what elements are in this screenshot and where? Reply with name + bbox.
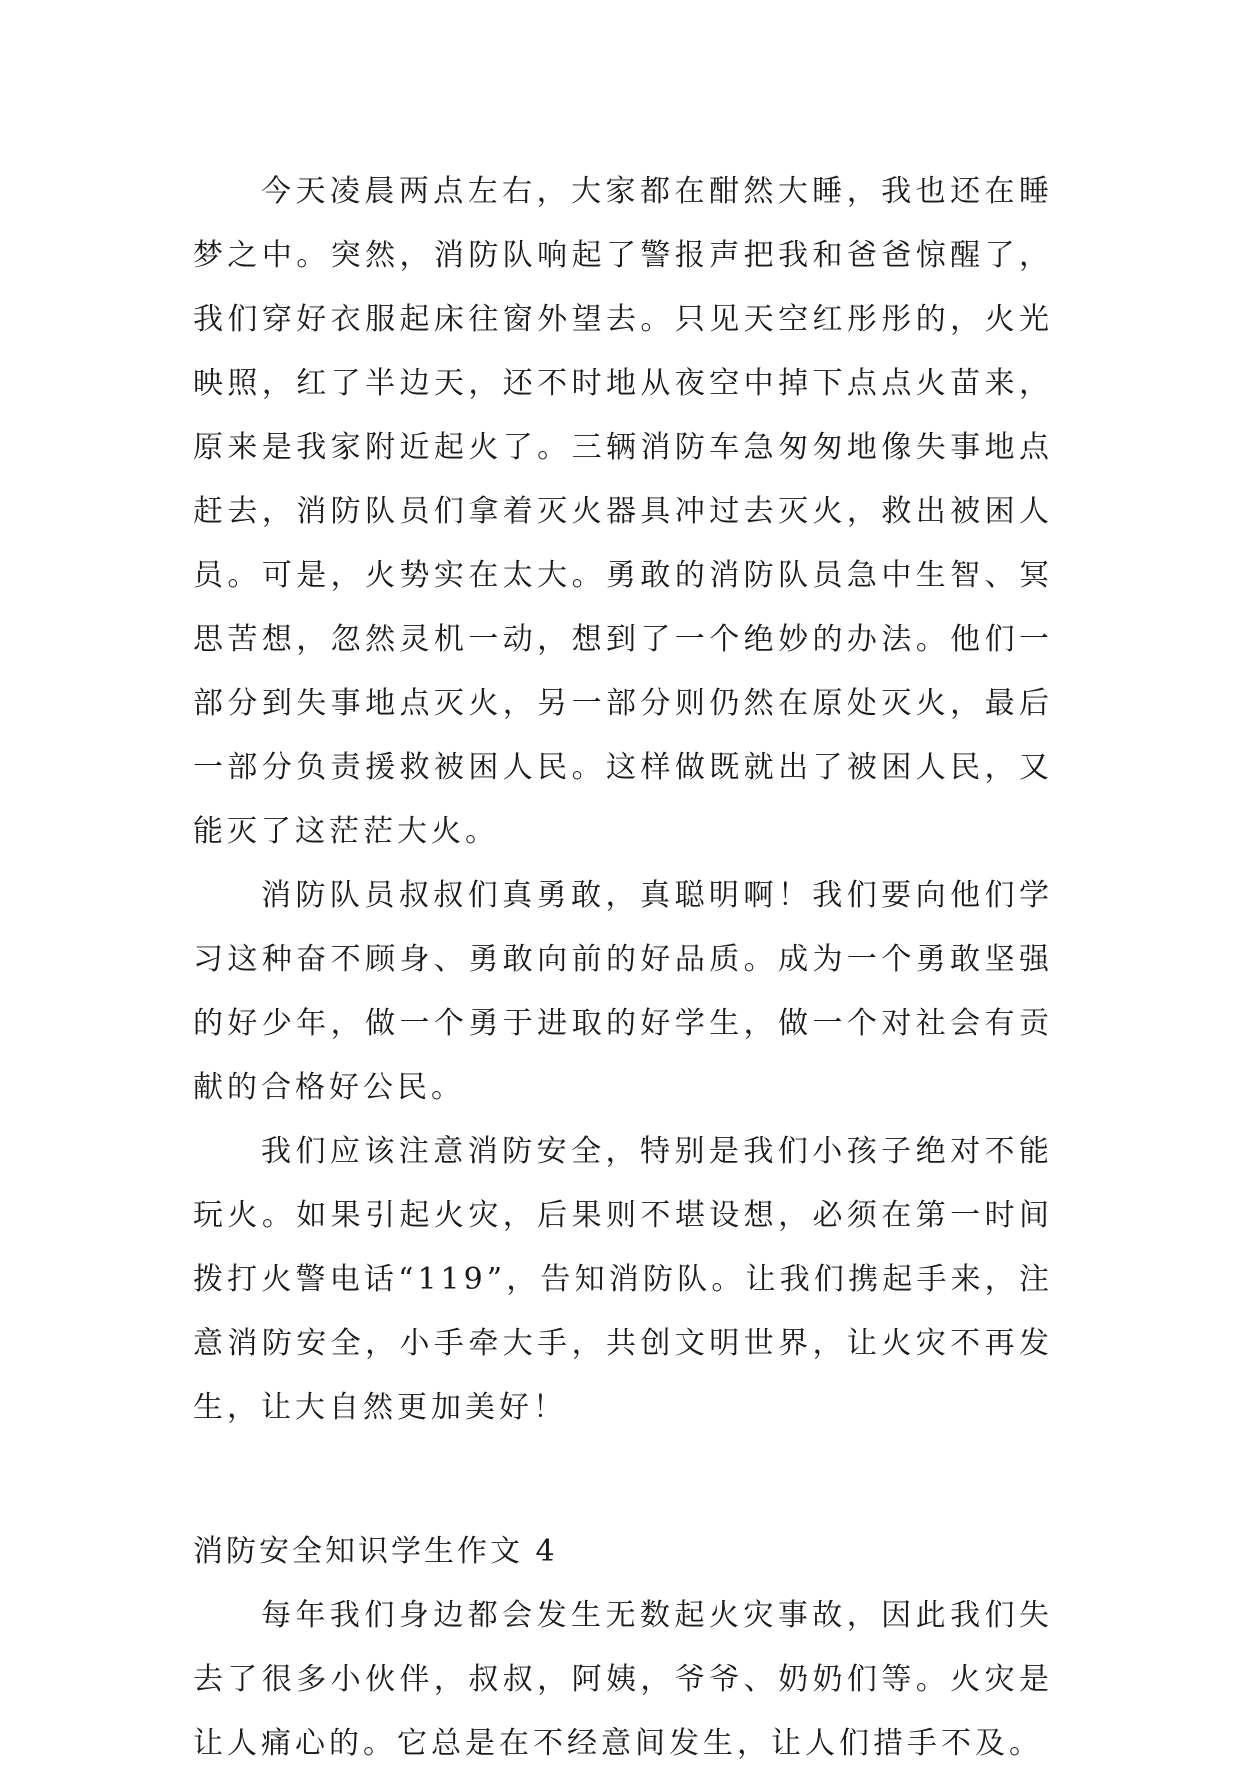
paragraph-fire-night: 今天凌晨两点左右，大家都在酣然大睡，我也还在睡梦之中。突然，消防队响起了警报声把我和爸爸惊醒了，我们穿好衣服起床往窗外望去。只见天空红彤彤的，火光映照，红了半边天，还不时地从夜空中掉下点点火苗来，原来是我家附近起火了。三辆消防车急匆匆地像失事地点赶去，消防队员们拿着灭火器具冲过去灭火，救出被困人员。可是，火势实在太大。勇敢的消防队员急中生智、冥思苦想，忽然灵机一动，想到了一个绝妙的办法。他们一部分到失事地点灭火，另一部分则仍然在原处灭火，最后一部分负责援救被困人民。这样做既就出了被困人民，又能灭了这茫茫大火。	[193, 174, 1053, 849]
paragraph-fire-safety: 我们应该注意消防安全，特别是我们小孩子绝对不能玩火。如果引起火灾，后果则不堪设想，必须在第一时间拨打火警电话“119”，告知消防队。让我们携起手来，注意消防安全，小手牵大手，共创文明世界，让火灾不再发生，让大自然更加美好！	[193, 1134, 1053, 1425]
paragraph-firefighters-brave: 消防队员叔叔们真勇敢，真聪明啊！我们要向他们学习这种奋不顾身、勇敢向前的好品质。成为一个勇敢坚强的好少年，做一个勇于进取的好学生，做一个对社会有贡献的合格好公民。	[193, 878, 1053, 1105]
paragraph-fire-accidents: 每年我们身边都会发生无数起火灾事故，因此我们失去了很多小伙伴，叔叔，阿姨，爷爷、奶奶们等。火灾是让人痛心的。它总是在不经意间发生，让人们措手不及。	[193, 1598, 1053, 1761]
section-title: 消防安全知识学生作文 4	[193, 1534, 558, 1569]
document-body	[193, 160, 1053, 1776]
